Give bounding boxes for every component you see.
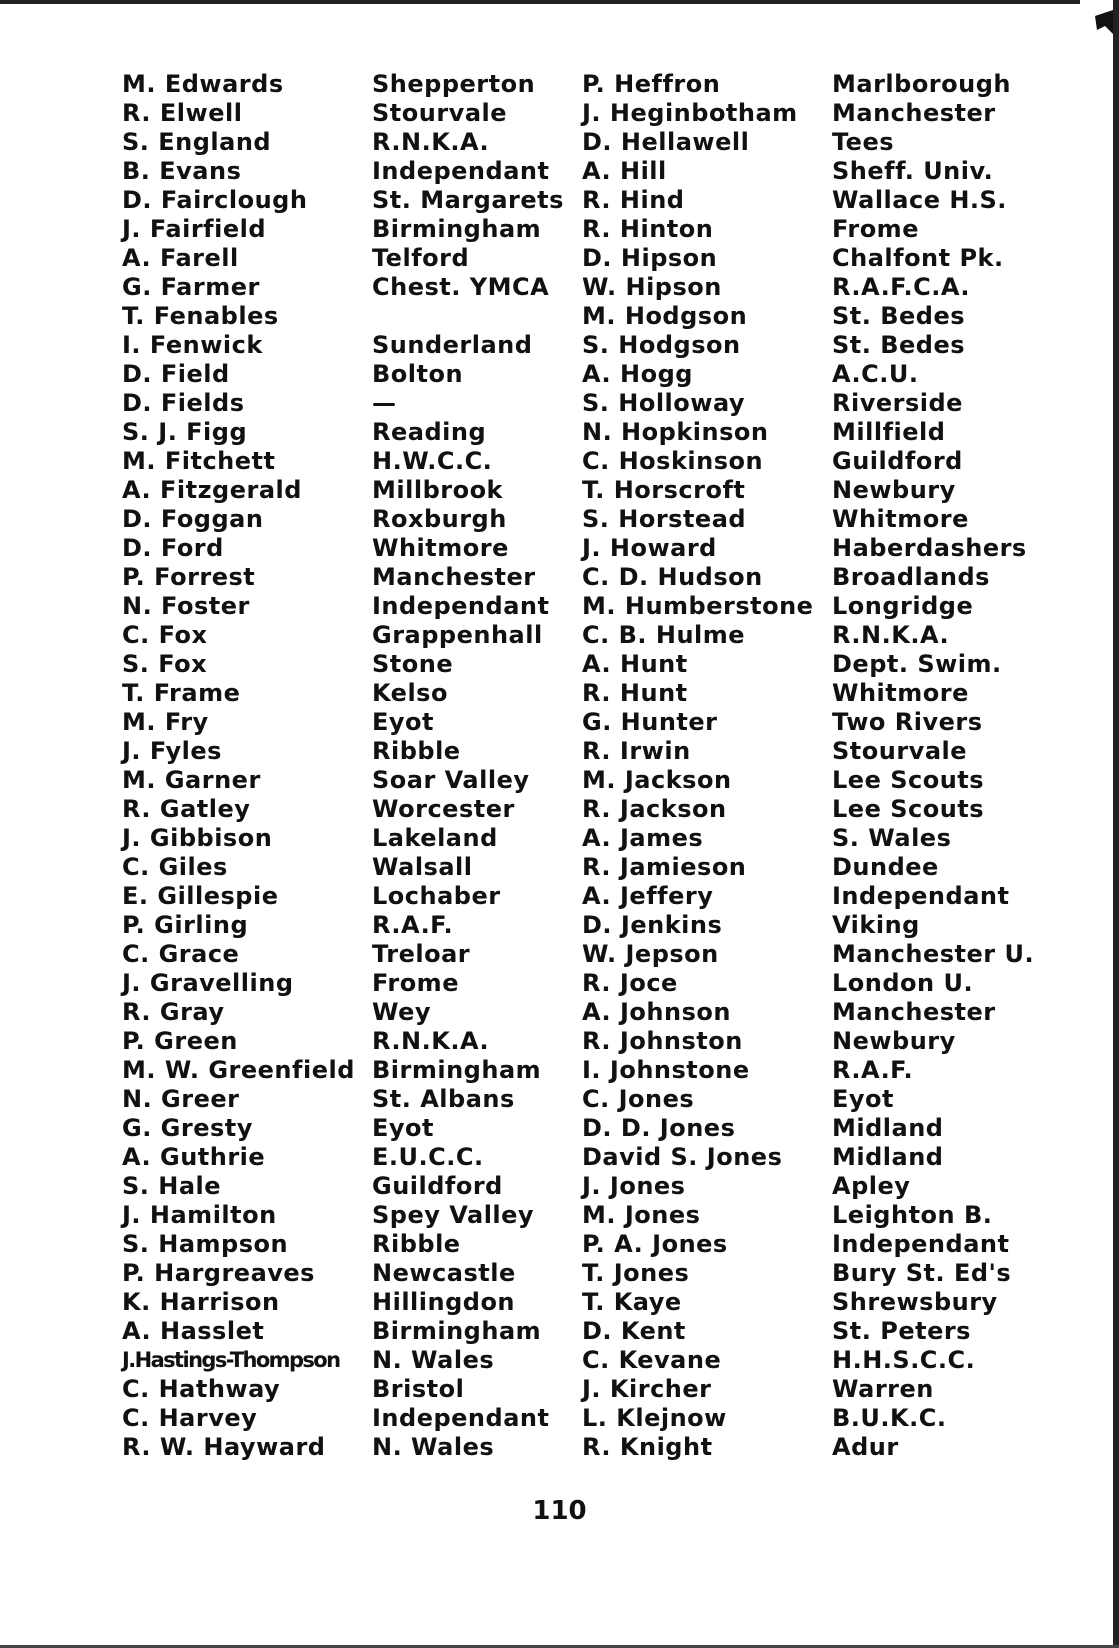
entry-name: S. Hale bbox=[122, 1172, 222, 1200]
entry-row bbox=[122, 505, 592, 534]
entry-club: A.C.U. bbox=[832, 360, 919, 388]
entry-name: C. Hoskinson bbox=[582, 447, 764, 475]
entry-club: Chalfont Pk. bbox=[832, 244, 1004, 272]
entry-row bbox=[122, 882, 592, 911]
entry-name: A. Jeffery bbox=[582, 882, 714, 910]
entry-name: A. Fitzgerald bbox=[122, 476, 302, 504]
entry-row bbox=[582, 940, 1052, 969]
entry-name: P. Girling bbox=[122, 911, 249, 939]
entry-name: J. Kircher bbox=[582, 1375, 712, 1403]
entry-row bbox=[582, 998, 1052, 1027]
entry-row bbox=[122, 99, 592, 128]
entry-name: J. Heginbotham bbox=[582, 99, 798, 127]
entry-row bbox=[122, 592, 592, 621]
entry-row bbox=[582, 563, 1052, 592]
entry-row bbox=[122, 1201, 592, 1230]
entry-name: R. Jamieson bbox=[582, 853, 747, 881]
entry-club: Stourvale bbox=[832, 737, 968, 765]
right-listing-column bbox=[582, 70, 1052, 1462]
entry-club: London U. bbox=[832, 969, 974, 997]
entry-club: Adur bbox=[832, 1433, 899, 1461]
entry-club: Treloar bbox=[372, 940, 471, 968]
entry-name: E. Gillespie bbox=[122, 882, 279, 910]
entry-club: R.A.F.C.A. bbox=[832, 273, 971, 301]
entry-name: M. Edwards bbox=[122, 70, 284, 98]
entry-club: Whitmore bbox=[832, 679, 969, 707]
entry-name: R. Joce bbox=[582, 969, 678, 997]
entry-row bbox=[122, 1433, 592, 1462]
entry-name: P. Forrest bbox=[122, 563, 256, 591]
entry-row bbox=[582, 128, 1052, 157]
entry-name: J. Howard bbox=[582, 534, 717, 562]
entry-name: S. J. Figg bbox=[122, 418, 248, 446]
entry-name: A. Guthrie bbox=[122, 1143, 266, 1171]
entry-club: Frome bbox=[372, 969, 459, 997]
entry-club: Tees bbox=[832, 128, 895, 156]
entry-row bbox=[122, 563, 592, 592]
entry-name: D. D. Jones bbox=[582, 1114, 736, 1142]
entry-name: R. Hinton bbox=[582, 215, 714, 243]
entry-club: Birmingham bbox=[372, 1056, 542, 1084]
entry-row bbox=[122, 1259, 592, 1288]
entry-club: Chest. YMCA bbox=[372, 273, 550, 301]
entry-name: M. Hodgson bbox=[582, 302, 748, 330]
entry-row bbox=[582, 795, 1052, 824]
entry-club: Shrewsbury bbox=[832, 1288, 998, 1316]
entry-name: R. Johnston bbox=[582, 1027, 743, 1055]
entry-club: Lochaber bbox=[372, 882, 501, 910]
entry-row bbox=[582, 1346, 1052, 1375]
entry-club: Lee Scouts bbox=[832, 795, 985, 823]
entry-row bbox=[122, 621, 592, 650]
entry-club: Millfield bbox=[832, 418, 946, 446]
entry-club: Newcastle bbox=[372, 1259, 516, 1287]
entry-name: S. Hodgson bbox=[582, 331, 741, 359]
entry-name: R. Knight bbox=[582, 1433, 713, 1461]
entry-club: Kelso bbox=[372, 679, 448, 707]
entry-name: D. Kent bbox=[582, 1317, 686, 1345]
entry-row bbox=[582, 1056, 1052, 1085]
entry-row bbox=[122, 128, 592, 157]
entry-row bbox=[582, 331, 1052, 360]
entry-name: M. Jones bbox=[582, 1201, 701, 1229]
entry-name: R. Gray bbox=[122, 998, 225, 1026]
entry-club: Dept. Swim. bbox=[832, 650, 1002, 678]
entry-name: C. D. Hudson bbox=[582, 563, 763, 591]
entry-row bbox=[122, 969, 592, 998]
entry-row bbox=[582, 1172, 1052, 1201]
entry-row bbox=[122, 1375, 592, 1404]
entry-row bbox=[122, 186, 592, 215]
entry-club: Birmingham bbox=[372, 1317, 542, 1345]
entry-name: M. Fry bbox=[122, 708, 209, 736]
entry-name: G. Hunter bbox=[582, 708, 718, 736]
entry-club: Hillingdon bbox=[372, 1288, 516, 1316]
entry-row bbox=[582, 476, 1052, 505]
entry-club: St. Bedes bbox=[832, 302, 966, 330]
entry-club: Whitmore bbox=[372, 534, 509, 562]
entry-name: T. Horscroft bbox=[582, 476, 746, 504]
entry-row bbox=[122, 1317, 592, 1346]
entry-name: J. Gravelling bbox=[122, 969, 294, 997]
entry-name: N. Foster bbox=[122, 592, 250, 620]
entry-row bbox=[582, 621, 1052, 650]
entry-row bbox=[582, 534, 1052, 563]
entry-club: Warren bbox=[832, 1375, 934, 1403]
entry-name: David S. Jones bbox=[582, 1143, 783, 1171]
entry-club: Riverside bbox=[832, 389, 963, 417]
entry-club: Bury St. Ed's bbox=[832, 1259, 1012, 1287]
entry-name: N. Hopkinson bbox=[582, 418, 769, 446]
entry-row bbox=[582, 1288, 1052, 1317]
entry-club: Ribble bbox=[372, 737, 461, 765]
entry-club: R.N.K.A. bbox=[832, 621, 950, 649]
entry-club: Wallace H.S. bbox=[832, 186, 1007, 214]
entry-club: Millbrook bbox=[372, 476, 504, 504]
entry-name: J. Jones bbox=[582, 1172, 686, 1200]
entry-name: C. Harvey bbox=[122, 1404, 258, 1432]
entry-row bbox=[122, 853, 592, 882]
entry-club: Independant bbox=[372, 157, 550, 185]
entry-name: A. Hill bbox=[582, 157, 667, 185]
entry-name: J. Hamilton bbox=[122, 1201, 277, 1229]
entry-club: Whitmore bbox=[832, 505, 969, 533]
entry-row bbox=[582, 447, 1052, 476]
entry-row bbox=[122, 331, 592, 360]
entry-club: Sheff. Univ. bbox=[832, 157, 994, 185]
entry-club: — bbox=[372, 389, 397, 417]
entry-row bbox=[582, 1230, 1052, 1259]
entry-name: D. Jenkins bbox=[582, 911, 723, 939]
entry-row bbox=[122, 418, 592, 447]
entry-name: J. Gibbison bbox=[122, 824, 273, 852]
entry-name: R. Irwin bbox=[582, 737, 691, 765]
entry-name: B. Evans bbox=[122, 157, 242, 185]
entry-row bbox=[582, 389, 1052, 418]
entry-club: Newbury bbox=[832, 1027, 956, 1055]
entry-club: Shepperton bbox=[372, 70, 536, 98]
entry-name: T. Frame bbox=[122, 679, 241, 707]
entry-name: S. England bbox=[122, 128, 272, 156]
entry-row bbox=[582, 360, 1052, 389]
entry-name: A. James bbox=[582, 824, 704, 852]
entry-club: Telford bbox=[372, 244, 470, 272]
entry-club: Eyot bbox=[372, 1114, 434, 1142]
entry-club: St. Albans bbox=[372, 1085, 515, 1113]
entry-club: Stone bbox=[372, 650, 454, 678]
entry-club: B.U.K.C. bbox=[832, 1404, 947, 1432]
entry-row bbox=[582, 650, 1052, 679]
entry-name: R. Elwell bbox=[122, 99, 243, 127]
entry-row bbox=[582, 1375, 1052, 1404]
entry-row bbox=[582, 1085, 1052, 1114]
entry-club: Guildford bbox=[372, 1172, 503, 1200]
entry-name: P. Heffron bbox=[582, 70, 721, 98]
left-listing-column bbox=[122, 70, 592, 1462]
entry-club: Spey Valley bbox=[372, 1201, 535, 1229]
entry-name: A. Farell bbox=[122, 244, 239, 272]
entry-row bbox=[582, 824, 1052, 853]
entry-row bbox=[122, 447, 592, 476]
entry-row bbox=[582, 505, 1052, 534]
entry-club: Broadlands bbox=[832, 563, 990, 591]
entry-name: W. Jepson bbox=[582, 940, 719, 968]
entry-club: St. Bedes bbox=[832, 331, 966, 359]
entry-row bbox=[122, 1027, 592, 1056]
entry-row bbox=[122, 1085, 592, 1114]
entry-club: Longridge bbox=[832, 592, 974, 620]
entry-row bbox=[122, 476, 592, 505]
entry-row bbox=[122, 708, 592, 737]
entry-club: Sunderland bbox=[372, 331, 533, 359]
entry-name: T. Fenables bbox=[122, 302, 279, 330]
entry-row bbox=[582, 882, 1052, 911]
entry-club: Stourvale bbox=[372, 99, 508, 127]
entry-club: Eyot bbox=[832, 1085, 894, 1113]
entry-row bbox=[582, 1201, 1052, 1230]
entry-club: H.W.C.C. bbox=[372, 447, 493, 475]
entry-club: S. Wales bbox=[832, 824, 952, 852]
entry-row bbox=[122, 534, 592, 563]
entry-club: Lakeland bbox=[372, 824, 498, 852]
entry-row bbox=[582, 969, 1052, 998]
entry-club: Midland bbox=[832, 1114, 944, 1142]
entry-club: Grappenhall bbox=[372, 621, 543, 649]
entry-row bbox=[582, 273, 1052, 302]
entry-row bbox=[582, 244, 1052, 273]
entry-club: Marlborough bbox=[832, 70, 1011, 98]
entry-name: D. Hellawell bbox=[582, 128, 750, 156]
entry-name: D. Ford bbox=[122, 534, 224, 562]
entry-club: R.N.K.A. bbox=[372, 1027, 490, 1055]
entry-name: R. Jackson bbox=[582, 795, 727, 823]
entry-row bbox=[122, 650, 592, 679]
entry-club: Manchester bbox=[832, 99, 996, 127]
entry-club: H.H.S.C.C. bbox=[832, 1346, 976, 1374]
entry-name: L. Klejnow bbox=[582, 1404, 727, 1432]
entry-club: Birmingham bbox=[372, 215, 542, 243]
page-edge-top bbox=[0, 0, 1080, 4]
entry-name: W. Hipson bbox=[582, 273, 722, 301]
entry-row bbox=[582, 186, 1052, 215]
entry-name: G. Gresty bbox=[122, 1114, 253, 1142]
entry-name: J.Hastings-Thompson bbox=[122, 1348, 340, 1372]
entry-row bbox=[582, 1027, 1052, 1056]
entry-club: R.N.K.A. bbox=[372, 128, 490, 156]
entry-name: P. Green bbox=[122, 1027, 238, 1055]
entry-name: M. Jackson bbox=[582, 766, 732, 794]
entry-club: Manchester bbox=[372, 563, 536, 591]
entry-club: Manchester U. bbox=[832, 940, 1035, 968]
entry-club: N. Wales bbox=[372, 1433, 495, 1461]
page-number: 110 bbox=[532, 1496, 587, 1526]
entry-row bbox=[582, 1114, 1052, 1143]
entry-name: M. W. Greenfield bbox=[122, 1056, 355, 1084]
entry-club: E.U.C.C. bbox=[372, 1143, 484, 1171]
entry-row bbox=[582, 1143, 1052, 1172]
entry-name: A. Hogg bbox=[582, 360, 693, 388]
entry-row bbox=[122, 824, 592, 853]
entry-row bbox=[122, 795, 592, 824]
entry-name: A. Johnson bbox=[582, 998, 731, 1026]
entry-row bbox=[122, 998, 592, 1027]
entry-club: Manchester bbox=[832, 998, 996, 1026]
entry-club: Two Rivers bbox=[832, 708, 983, 736]
entry-club: Frome bbox=[832, 215, 919, 243]
entry-club: St. Peters bbox=[832, 1317, 971, 1345]
entry-club: Soar Valley bbox=[372, 766, 530, 794]
entry-row bbox=[122, 70, 592, 99]
entry-club: Bolton bbox=[372, 360, 464, 388]
entry-row bbox=[122, 360, 592, 389]
entry-row bbox=[122, 737, 592, 766]
entry-club: Dundee bbox=[832, 853, 939, 881]
page-edge-right bbox=[1113, 0, 1119, 1648]
entry-row bbox=[582, 766, 1052, 795]
entry-name: M. Humberstone bbox=[582, 592, 814, 620]
entry-name: M. Fitchett bbox=[122, 447, 276, 475]
entry-row bbox=[122, 911, 592, 940]
entry-row bbox=[122, 1056, 592, 1085]
entry-name: R. W. Hayward bbox=[122, 1433, 326, 1461]
entry-name: S. Fox bbox=[122, 650, 208, 678]
entry-row bbox=[122, 215, 592, 244]
entry-name: D. Fields bbox=[122, 389, 245, 417]
entry-club: N. Wales bbox=[372, 1346, 495, 1374]
entry-row bbox=[122, 1143, 592, 1172]
entry-row bbox=[122, 1288, 592, 1317]
entry-name: G. Farmer bbox=[122, 273, 260, 301]
entry-row bbox=[582, 418, 1052, 447]
entry-name: M. Garner bbox=[122, 766, 261, 794]
entry-row bbox=[582, 302, 1052, 331]
entry-club: Ribble bbox=[372, 1230, 461, 1258]
entry-name: D. Hipson bbox=[582, 244, 718, 272]
entry-name: A. Hunt bbox=[582, 650, 688, 678]
entry-club: Roxburgh bbox=[372, 505, 507, 533]
entry-name: T. Kaye bbox=[582, 1288, 682, 1316]
entry-row bbox=[582, 1433, 1052, 1462]
entry-row bbox=[122, 244, 592, 273]
entry-club: Apley bbox=[832, 1172, 911, 1200]
entry-name: T. Jones bbox=[582, 1259, 690, 1287]
entry-name: P. A. Jones bbox=[582, 1230, 728, 1258]
entry-club: Wey bbox=[372, 998, 432, 1026]
entry-row bbox=[122, 273, 592, 302]
entry-row bbox=[582, 1259, 1052, 1288]
entry-club: R.A.F. bbox=[372, 911, 454, 939]
entry-row bbox=[582, 1317, 1052, 1346]
entry-club: Independant bbox=[372, 1404, 550, 1432]
entry-club: Eyot bbox=[372, 708, 434, 736]
entry-club: Independant bbox=[832, 1230, 1010, 1258]
entry-row bbox=[122, 1114, 592, 1143]
entry-row bbox=[582, 911, 1052, 940]
entry-name: S. Holloway bbox=[582, 389, 746, 417]
entry-club: R.A.F. bbox=[832, 1056, 914, 1084]
entry-row bbox=[122, 1404, 592, 1433]
entry-name: D. Field bbox=[122, 360, 230, 388]
entry-name: S. Hampson bbox=[122, 1230, 289, 1258]
corner-ink-mark bbox=[1093, 8, 1115, 38]
entry-name: R. Hunt bbox=[582, 679, 688, 707]
entry-row bbox=[122, 1230, 592, 1259]
entry-name: D. Fairclough bbox=[122, 186, 308, 214]
entry-row bbox=[582, 215, 1052, 244]
entry-row bbox=[122, 302, 592, 331]
entry-club: Worcester bbox=[372, 795, 515, 823]
entry-club: Haberdashers bbox=[832, 534, 1027, 562]
entry-name: N. Greer bbox=[122, 1085, 240, 1113]
entry-club: Newbury bbox=[832, 476, 956, 504]
entry-club: Midland bbox=[832, 1143, 944, 1171]
entry-name: K. Harrison bbox=[122, 1288, 280, 1316]
entry-club: Leighton B. bbox=[832, 1201, 993, 1229]
entry-club: Bristol bbox=[372, 1375, 465, 1403]
entry-name: J. Fairfield bbox=[122, 215, 266, 243]
entry-row bbox=[122, 940, 592, 969]
entry-name: C. Hathway bbox=[122, 1375, 281, 1403]
entry-club: Walsall bbox=[372, 853, 473, 881]
entry-name: C. Jones bbox=[582, 1085, 695, 1113]
entry-name: C. Fox bbox=[122, 621, 208, 649]
entry-name: R. Hind bbox=[582, 186, 685, 214]
entry-row bbox=[582, 737, 1052, 766]
entry-row bbox=[582, 853, 1052, 882]
entry-name: C. Grace bbox=[122, 940, 240, 968]
entry-club: Reading bbox=[372, 418, 487, 446]
entry-club: Independant bbox=[372, 592, 550, 620]
entry-club: Guildford bbox=[832, 447, 963, 475]
entry-row bbox=[122, 1172, 592, 1201]
entry-row bbox=[582, 592, 1052, 621]
entry-row bbox=[122, 157, 592, 186]
entry-row bbox=[582, 99, 1052, 128]
entry-name: P. Hargreaves bbox=[122, 1259, 315, 1287]
entry-row bbox=[582, 708, 1052, 737]
entry-name: R. Gatley bbox=[122, 795, 251, 823]
entry-name: J. Fyles bbox=[122, 737, 222, 765]
entry-row bbox=[122, 679, 592, 708]
entry-name: I. Johnstone bbox=[582, 1056, 750, 1084]
entry-row bbox=[582, 1404, 1052, 1433]
entry-name: C. Giles bbox=[122, 853, 228, 881]
entry-row bbox=[582, 157, 1052, 186]
entry-name: C. Kevane bbox=[582, 1346, 722, 1374]
entry-club: St. Margarets bbox=[372, 186, 564, 214]
entry-name: D. Foggan bbox=[122, 505, 264, 533]
entry-club: Independant bbox=[832, 882, 1010, 910]
entry-row bbox=[582, 70, 1052, 99]
entry-name: A. Hasslet bbox=[122, 1317, 265, 1345]
entry-row bbox=[122, 766, 592, 795]
entry-name: I. Fenwick bbox=[122, 331, 263, 359]
entry-row bbox=[582, 679, 1052, 708]
entry-name: C. B. Hulme bbox=[582, 621, 746, 649]
entry-row bbox=[122, 389, 592, 418]
entry-row bbox=[122, 1346, 592, 1375]
entry-name: S. Horstead bbox=[582, 505, 747, 533]
entry-club: Viking bbox=[832, 911, 920, 939]
entry-club: Lee Scouts bbox=[832, 766, 985, 794]
